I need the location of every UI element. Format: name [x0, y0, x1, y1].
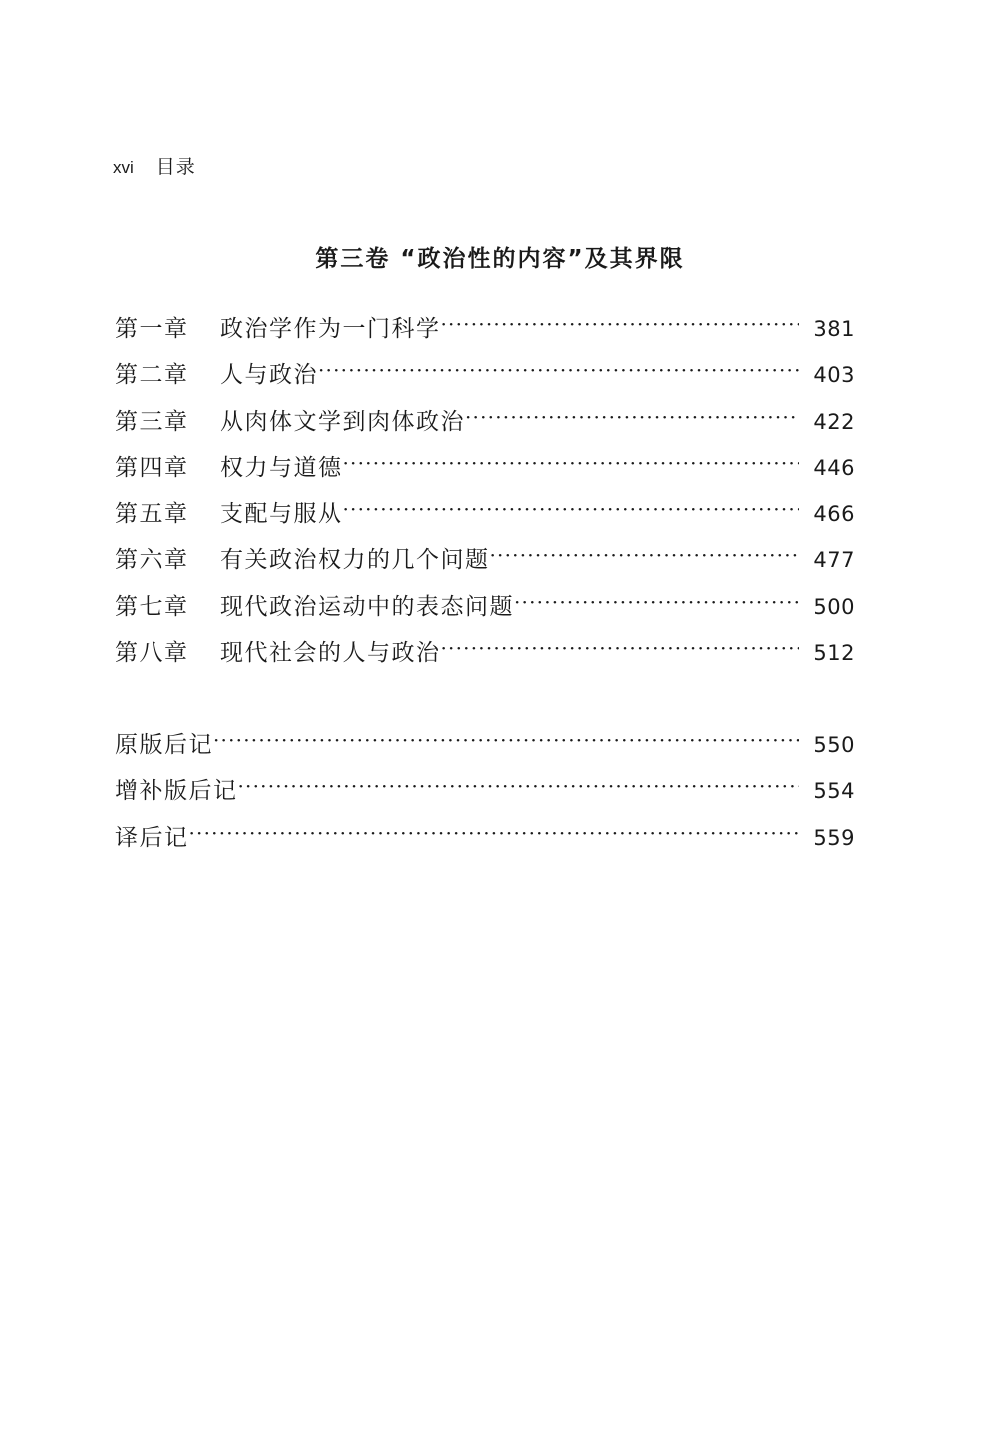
page-reference: 466 [813, 502, 855, 527]
volume-title: 第三卷 “政治性的内容”及其界限 [315, 246, 685, 272]
dot-leader [343, 450, 800, 476]
dot-leader [514, 589, 799, 615]
running-head [113, 152, 196, 179]
chapter-title: 从肉体文学到肉体政治 [220, 408, 465, 435]
chapter-title: 人与政治 [220, 362, 318, 389]
toc-back-matter [115, 726, 855, 865]
toc-entry[interactable] [115, 449, 855, 495]
chapter-number: 第二章 [115, 362, 189, 389]
chapter-number: 第五章 [115, 501, 189, 528]
toc-entry[interactable] [115, 403, 855, 449]
page-reference: 381 [813, 317, 855, 341]
dot-leader [490, 542, 800, 568]
page-reference: 559 [813, 825, 855, 850]
back-matter-title: 译后记 [115, 824, 189, 851]
dot-leader [465, 404, 799, 430]
page-reference: 554 [813, 779, 855, 804]
page-reference: 477 [813, 548, 855, 573]
dot-leader [238, 773, 800, 799]
chapter-number: 第三章 [115, 408, 189, 435]
toc-entry[interactable] [115, 541, 855, 587]
chapter-title: 政治学作为一门科学 [220, 316, 441, 342]
page-reference: 403 [813, 363, 855, 388]
page-reference: 422 [813, 409, 855, 434]
back-matter-title: 原版后记 [115, 732, 213, 758]
chapter-number: 第八章 [115, 640, 189, 667]
toc-entry[interactable] [115, 819, 855, 865]
dot-leader [441, 311, 800, 337]
dot-leader [441, 635, 800, 661]
chapter-number: 第七章 [115, 593, 189, 620]
dot-leader [213, 727, 799, 753]
chapter-title: 有关政治权力的几个问题 [220, 547, 490, 574]
section-label: 目录 [155, 156, 196, 178]
chapter-number: 第一章 [115, 316, 189, 342]
dot-leader [189, 820, 800, 846]
chapter-number: 第四章 [115, 454, 189, 481]
dot-leader [318, 357, 799, 383]
page-reference: 500 [813, 594, 855, 619]
toc-entry[interactable] [115, 356, 855, 402]
dot-leader [343, 496, 800, 522]
back-matter-title: 增补版后记 [115, 778, 238, 805]
chapter-title: 现代社会的人与政治 [220, 640, 441, 667]
toc-entry[interactable] [115, 634, 855, 680]
page-reference: 550 [813, 733, 855, 757]
page-number: xvi [113, 158, 134, 177]
toc-entry[interactable] [115, 310, 855, 356]
chapter-title: 权力与道德 [220, 454, 343, 481]
chapter-number: 第六章 [115, 547, 189, 574]
toc-entry[interactable] [115, 726, 855, 772]
toc-entry[interactable] [115, 495, 855, 541]
toc-entry[interactable] [115, 588, 855, 634]
page-reference: 446 [813, 455, 855, 480]
chapter-title: 现代政治运动中的表态问题 [220, 593, 514, 620]
toc-entry[interactable] [115, 772, 855, 818]
toc-chapters [115, 310, 855, 680]
chapter-title: 支配与服从 [220, 501, 343, 528]
page-reference: 512 [813, 641, 855, 666]
